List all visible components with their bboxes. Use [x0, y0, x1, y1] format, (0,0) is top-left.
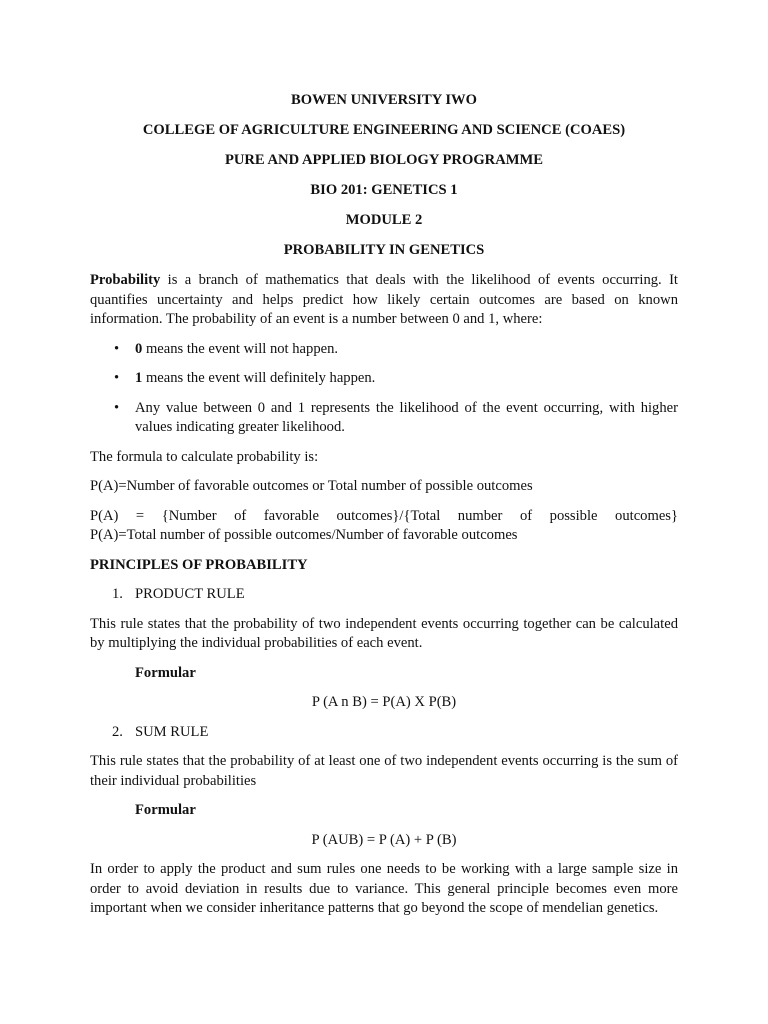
formula-line-1: P(A)=Number of favorable outcomes or Total number of possible outcomes: [90, 478, 533, 494]
bullet-text: Any value between 0 and 1 represents the likelihood of the event occurring, with higher values indicating greater likelihood.: [135, 399, 678, 435]
formula-label-product: Formular: [135, 664, 196, 681]
rule-heading-product: [90, 585, 678, 605]
topic-title: PROBABILITY IN GENETICS: [283, 242, 485, 258]
bullet-bold-value: 1: [135, 370, 143, 386]
rule-name: SUM RULE: [135, 723, 209, 740]
rule-description-product: This rule states that the probability of two independent events occurring together can be calculated by multiplying the individual probabilities of each event.: [90, 615, 678, 651]
formula-line-2: P(A) = {Number of favorable outcomes}/{Total number of possible outcomes}: [90, 507, 678, 524]
formula-product: P (A n B) = P(A) X P(B): [311, 694, 457, 710]
intro-text: is a branch of mathematics that deals with the likelihood of events occurring. It quantifies uncertainty and helps predict how likely certain outcomes are based on known information. The probability of an event is a number between 0 and 1, where:: [90, 272, 678, 327]
bullet-text: means the event will definitely happen.: [142, 370, 376, 386]
intro-paragraph: [90, 271, 678, 330]
college-title: COLLEGE OF AGRICULTURE ENGINEERING AND SCIENCE (COAES): [142, 122, 626, 138]
document-content: [90, 91, 678, 929]
rule-heading-sum: [90, 723, 678, 743]
bullet-icon: •: [114, 370, 120, 386]
rule-name: PRODUCT RULE: [135, 586, 245, 602]
rule-description-sum: This rule states that the probability of at least one of two independent events occurring is the sum of their individual probabilities: [90, 753, 678, 789]
list-item: [90, 369, 678, 389]
probability-bullet-list: [90, 340, 678, 438]
closing-paragraph: In order to apply the product and sum rules one needs to be working with a large sample size in order to avoid deviation in results due to variance. This general principle becomes even more important when we consider inheritance patterns that go beyond the scope of mendelian genetics.: [90, 861, 678, 916]
list-item: [90, 399, 678, 438]
university-title: BOWEN UNIVERSITY IWO: [291, 92, 477, 108]
formula-sum: P (AUB) = P (A) + P (B): [311, 831, 457, 848]
list-item: [90, 340, 678, 360]
principles-heading: PRINCIPLES OF PROBABILITY: [90, 556, 308, 573]
formula-intro: The formula to calculate probability is:: [90, 448, 319, 465]
bullet-icon: •: [114, 399, 120, 416]
formula-line-3: P(A)=Total number of possible outcomes/Number of favorable outcomes: [90, 527, 518, 543]
module-title: MODULE 2: [345, 212, 423, 228]
intro-term: Probability: [90, 272, 161, 288]
course-title: BIO 201: GENETICS 1: [310, 182, 458, 198]
rule-number: 2.: [112, 723, 123, 740]
bullet-icon: •: [114, 340, 120, 357]
formula-label-sum: Formular: [135, 802, 196, 818]
bullet-bold-value: 0: [135, 340, 143, 357]
rule-number: 1.: [112, 586, 123, 602]
programme-title: PURE AND APPLIED BIOLOGY PROGRAMME: [224, 152, 544, 168]
bullet-text: means the event will not happen.: [142, 340, 339, 357]
